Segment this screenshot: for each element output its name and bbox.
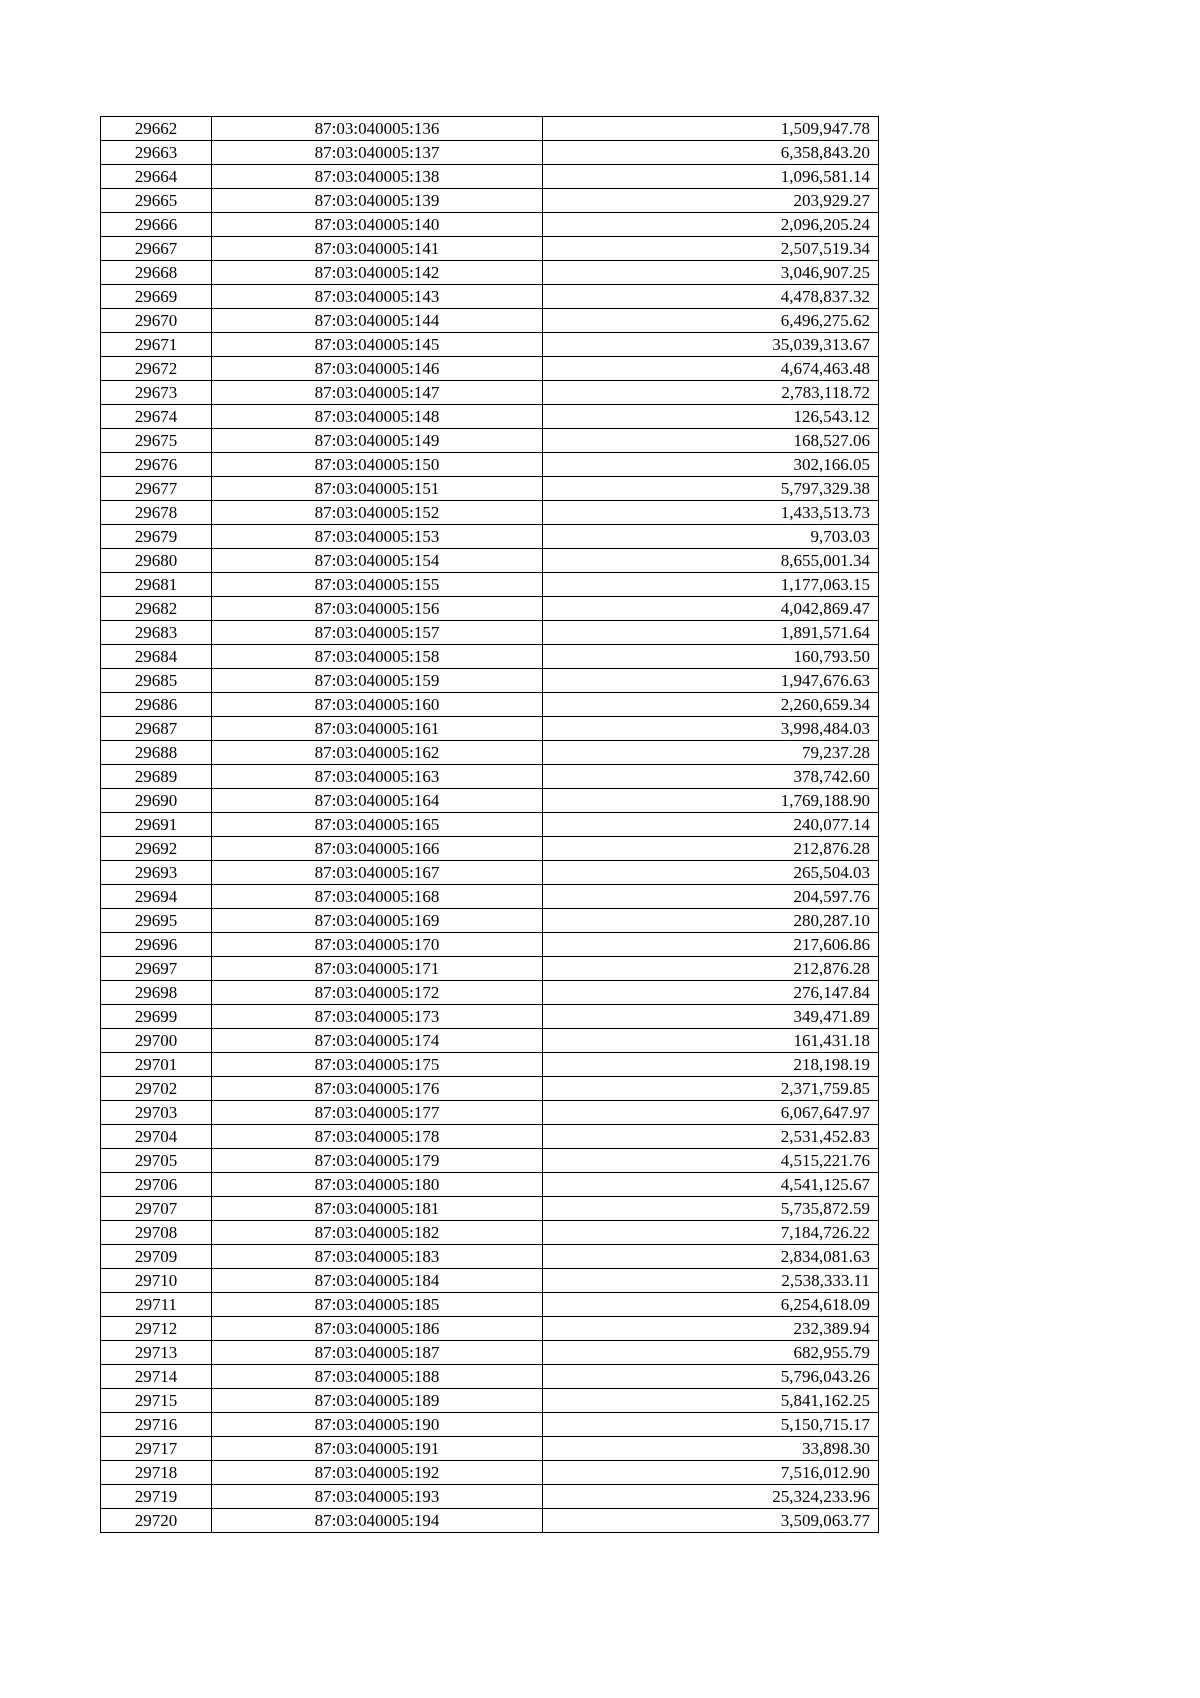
amount-cell: 8,655,001.34 [543,549,879,573]
table-row [101,789,879,813]
row-number-cell: 29690 [101,789,212,813]
row-number-cell: 29666 [101,213,212,237]
row-number-cell: 29697 [101,957,212,981]
amount-cell: 265,504.03 [543,861,879,885]
cadastral-number-cell: 87:03:040005:156 [212,597,543,621]
row-number-cell: 29663 [101,141,212,165]
table-row [101,1413,879,1437]
cadastral-number-cell: 87:03:040005:161 [212,717,543,741]
cadastral-number-cell: 87:03:040005:189 [212,1389,543,1413]
amount-cell: 160,793.50 [543,645,879,669]
amount-cell: 5,796,043.26 [543,1365,879,1389]
amount-cell: 168,527.06 [543,429,879,453]
amount-cell: 212,876.28 [543,837,879,861]
cadastral-number-cell: 87:03:040005:186 [212,1317,543,1341]
row-number-cell: 29677 [101,477,212,501]
amount-cell: 6,254,618.09 [543,1293,879,1317]
amount-cell: 6,067,647.97 [543,1101,879,1125]
table-row [101,1005,879,1029]
cadastral-number-cell: 87:03:040005:180 [212,1173,543,1197]
cadastral-number-cell: 87:03:040005:185 [212,1293,543,1317]
row-number-cell: 29681 [101,573,212,597]
table-row [101,1269,879,1293]
cadastral-number-cell: 87:03:040005:149 [212,429,543,453]
amount-cell: 2,096,205.24 [543,213,879,237]
amount-cell: 5,841,162.25 [543,1389,879,1413]
table-row [101,429,879,453]
row-number-cell: 29693 [101,861,212,885]
row-number-cell: 29691 [101,813,212,837]
row-number-cell: 29671 [101,333,212,357]
row-number-cell: 29718 [101,1461,212,1485]
cadastral-number-cell: 87:03:040005:190 [212,1413,543,1437]
cadastral-number-cell: 87:03:040005:184 [212,1269,543,1293]
cadastral-number-cell: 87:03:040005:191 [212,1437,543,1461]
table-row [101,525,879,549]
amount-cell: 218,198.19 [543,1053,879,1077]
row-number-cell: 29692 [101,837,212,861]
table-row [101,213,879,237]
row-number-cell: 29716 [101,1413,212,1437]
row-number-cell: 29670 [101,309,212,333]
table-row [101,837,879,861]
cadastral-number-cell: 87:03:040005:148 [212,405,543,429]
amount-cell: 2,371,759.85 [543,1077,879,1101]
row-number-cell: 29700 [101,1029,212,1053]
amount-cell: 4,515,221.76 [543,1149,879,1173]
cadastral-number-cell: 87:03:040005:147 [212,381,543,405]
cadastral-number-cell: 87:03:040005:139 [212,189,543,213]
amount-cell: 3,509,063.77 [543,1509,879,1533]
amount-cell: 5,735,872.59 [543,1197,879,1221]
table-row [101,477,879,501]
cadastral-number-cell: 87:03:040005:146 [212,357,543,381]
table-row [101,1221,879,1245]
amount-cell: 2,538,333.11 [543,1269,879,1293]
row-number-cell: 29710 [101,1269,212,1293]
amount-cell: 33,898.30 [543,1437,879,1461]
row-number-cell: 29702 [101,1077,212,1101]
amount-cell: 3,046,907.25 [543,261,879,285]
row-number-cell: 29717 [101,1437,212,1461]
table-row [101,645,879,669]
row-number-cell: 29678 [101,501,212,525]
cadastral-number-cell: 87:03:040005:183 [212,1245,543,1269]
table-body [101,117,879,1533]
table-row [101,717,879,741]
cadastral-number-cell: 87:03:040005:170 [212,933,543,957]
table-row [101,1149,879,1173]
amount-cell: 6,496,275.62 [543,309,879,333]
row-number-cell: 29712 [101,1317,212,1341]
amount-cell: 1,509,947.78 [543,117,879,141]
row-number-cell: 29703 [101,1101,212,1125]
row-number-cell: 29713 [101,1341,212,1365]
row-number-cell: 29674 [101,405,212,429]
cadastral-number-cell: 87:03:040005:154 [212,549,543,573]
amount-cell: 35,039,313.67 [543,333,879,357]
table-row [101,1173,879,1197]
amount-cell: 5,797,329.38 [543,477,879,501]
amount-cell: 126,543.12 [543,405,879,429]
row-number-cell: 29698 [101,981,212,1005]
row-number-cell: 29682 [101,597,212,621]
table-row [101,501,879,525]
table-row [101,597,879,621]
cadastral-number-cell: 87:03:040005:166 [212,837,543,861]
table-row [101,813,879,837]
cadastral-number-cell: 87:03:040005:181 [212,1197,543,1221]
cadastral-number-cell: 87:03:040005:143 [212,285,543,309]
amount-cell: 203,929.27 [543,189,879,213]
table-row [101,693,879,717]
cadastral-number-cell: 87:03:040005:162 [212,741,543,765]
row-number-cell: 29664 [101,165,212,189]
table-row [101,1485,879,1509]
cadastral-number-cell: 87:03:040005:158 [212,645,543,669]
table-row [101,909,879,933]
table-row [101,1077,879,1101]
row-number-cell: 29665 [101,189,212,213]
row-number-cell: 29689 [101,765,212,789]
amount-cell: 5,150,715.17 [543,1413,879,1437]
cadastral-number-cell: 87:03:040005:168 [212,885,543,909]
row-number-cell: 29672 [101,357,212,381]
cadastral-number-cell: 87:03:040005:163 [212,765,543,789]
table-row [101,621,879,645]
table-row [101,765,879,789]
row-number-cell: 29687 [101,717,212,741]
cadastral-number-cell: 87:03:040005:194 [212,1509,543,1533]
row-number-cell: 29705 [101,1149,212,1173]
amount-cell: 1,177,063.15 [543,573,879,597]
amount-cell: 4,674,463.48 [543,357,879,381]
table-row [101,117,879,141]
row-number-cell: 29699 [101,1005,212,1029]
table-row [101,1389,879,1413]
amount-cell: 2,531,452.83 [543,1125,879,1149]
amount-cell: 280,287.10 [543,909,879,933]
cadastral-number-cell: 87:03:040005:155 [212,573,543,597]
cadastral-number-cell: 87:03:040005:182 [212,1221,543,1245]
amount-cell: 4,541,125.67 [543,1173,879,1197]
amount-cell: 1,891,571.64 [543,621,879,645]
row-number-cell: 29695 [101,909,212,933]
cadastral-number-cell: 87:03:040005:138 [212,165,543,189]
row-number-cell: 29715 [101,1389,212,1413]
table-row [101,1245,879,1269]
table-row [101,885,879,909]
row-number-cell: 29669 [101,285,212,309]
amount-cell: 302,166.05 [543,453,879,477]
amount-cell: 25,324,233.96 [543,1485,879,1509]
row-number-cell: 29675 [101,429,212,453]
row-number-cell: 29680 [101,549,212,573]
row-number-cell: 29714 [101,1365,212,1389]
table-row [101,1365,879,1389]
table-row [101,573,879,597]
amount-cell: 1,769,188.90 [543,789,879,813]
cadastral-number-cell: 87:03:040005:150 [212,453,543,477]
cadastral-number-cell: 87:03:040005:178 [212,1125,543,1149]
table-row [101,741,879,765]
table-row [101,933,879,957]
table-row [101,165,879,189]
row-number-cell: 29685 [101,669,212,693]
table-row [101,1509,879,1533]
table-row [101,453,879,477]
table-row [101,237,879,261]
cadastral-number-cell: 87:03:040005:160 [212,693,543,717]
cadastral-number-cell: 87:03:040005:175 [212,1053,543,1077]
amount-cell: 4,478,837.32 [543,285,879,309]
row-number-cell: 29688 [101,741,212,765]
document-page [100,116,878,1533]
row-number-cell: 29711 [101,1293,212,1317]
amount-cell: 2,260,659.34 [543,693,879,717]
table-row [101,1317,879,1341]
table-row [101,981,879,1005]
amount-cell: 217,606.86 [543,933,879,957]
table-row [101,1197,879,1221]
row-number-cell: 29709 [101,1245,212,1269]
row-number-cell: 29668 [101,261,212,285]
table-row [101,1101,879,1125]
row-number-cell: 29662 [101,117,212,141]
cadastral-number-cell: 87:03:040005:151 [212,477,543,501]
cadastral-number-cell: 87:03:040005:169 [212,909,543,933]
amount-cell: 161,431.18 [543,1029,879,1053]
row-number-cell: 29684 [101,645,212,669]
cadastral-number-cell: 87:03:040005:152 [212,501,543,525]
table-row [101,261,879,285]
cadastral-number-cell: 87:03:040005:172 [212,981,543,1005]
amount-cell: 7,184,726.22 [543,1221,879,1245]
cadastral-number-cell: 87:03:040005:144 [212,309,543,333]
amount-cell: 204,597.76 [543,885,879,909]
cadastral-number-cell: 87:03:040005:187 [212,1341,543,1365]
table-row [101,957,879,981]
cadastral-number-cell: 87:03:040005:157 [212,621,543,645]
cadastral-number-cell: 87:03:040005:176 [212,1077,543,1101]
amount-cell: 240,077.14 [543,813,879,837]
table-row [101,1053,879,1077]
table-row [101,1437,879,1461]
table-row [101,861,879,885]
amount-cell: 1,433,513.73 [543,501,879,525]
row-number-cell: 29719 [101,1485,212,1509]
cadastral-number-cell: 87:03:040005:174 [212,1029,543,1053]
table-row [101,1125,879,1149]
cadastral-number-cell: 87:03:040005:137 [212,141,543,165]
cadastral-number-cell: 87:03:040005:188 [212,1365,543,1389]
table-row [101,1029,879,1053]
cadastral-number-cell: 87:03:040005:193 [212,1485,543,1509]
amount-cell: 6,358,843.20 [543,141,879,165]
row-number-cell: 29667 [101,237,212,261]
cadastral-number-cell: 87:03:040005:153 [212,525,543,549]
cadastral-number-cell: 87:03:040005:179 [212,1149,543,1173]
table-row [101,189,879,213]
amount-cell: 4,042,869.47 [543,597,879,621]
row-number-cell: 29704 [101,1125,212,1149]
table-row [101,381,879,405]
table-row [101,333,879,357]
data-table [100,116,879,1533]
amount-cell: 3,998,484.03 [543,717,879,741]
cadastral-number-cell: 87:03:040005:145 [212,333,543,357]
table-row [101,357,879,381]
table-row [101,309,879,333]
row-number-cell: 29708 [101,1221,212,1245]
row-number-cell: 29720 [101,1509,212,1533]
amount-cell: 2,834,081.63 [543,1245,879,1269]
row-number-cell: 29696 [101,933,212,957]
cadastral-number-cell: 87:03:040005:171 [212,957,543,981]
cadastral-number-cell: 87:03:040005:142 [212,261,543,285]
cadastral-number-cell: 87:03:040005:177 [212,1101,543,1125]
cadastral-number-cell: 87:03:040005:141 [212,237,543,261]
table-row [101,669,879,693]
cadastral-number-cell: 87:03:040005:167 [212,861,543,885]
cadastral-number-cell: 87:03:040005:165 [212,813,543,837]
row-number-cell: 29679 [101,525,212,549]
amount-cell: 212,876.28 [543,957,879,981]
amount-cell: 276,147.84 [543,981,879,1005]
cadastral-number-cell: 87:03:040005:136 [212,117,543,141]
amount-cell: 2,783,118.72 [543,381,879,405]
row-number-cell: 29707 [101,1197,212,1221]
amount-cell: 378,742.60 [543,765,879,789]
row-number-cell: 29673 [101,381,212,405]
cadastral-number-cell: 87:03:040005:159 [212,669,543,693]
row-number-cell: 29694 [101,885,212,909]
cadastral-number-cell: 87:03:040005:173 [212,1005,543,1029]
row-number-cell: 29706 [101,1173,212,1197]
amount-cell: 232,389.94 [543,1317,879,1341]
table-row [101,1293,879,1317]
table-row [101,549,879,573]
table-row [101,405,879,429]
amount-cell: 79,237.28 [543,741,879,765]
row-number-cell: 29676 [101,453,212,477]
amount-cell: 1,096,581.14 [543,165,879,189]
row-number-cell: 29683 [101,621,212,645]
cadastral-number-cell: 87:03:040005:192 [212,1461,543,1485]
amount-cell: 682,955.79 [543,1341,879,1365]
amount-cell: 2,507,519.34 [543,237,879,261]
row-number-cell: 29701 [101,1053,212,1077]
table-row [101,141,879,165]
amount-cell: 9,703.03 [543,525,879,549]
table-row [101,285,879,309]
table-row [101,1341,879,1365]
table-row [101,1461,879,1485]
cadastral-number-cell: 87:03:040005:140 [212,213,543,237]
row-number-cell: 29686 [101,693,212,717]
cadastral-number-cell: 87:03:040005:164 [212,789,543,813]
amount-cell: 7,516,012.90 [543,1461,879,1485]
amount-cell: 349,471.89 [543,1005,879,1029]
amount-cell: 1,947,676.63 [543,669,879,693]
